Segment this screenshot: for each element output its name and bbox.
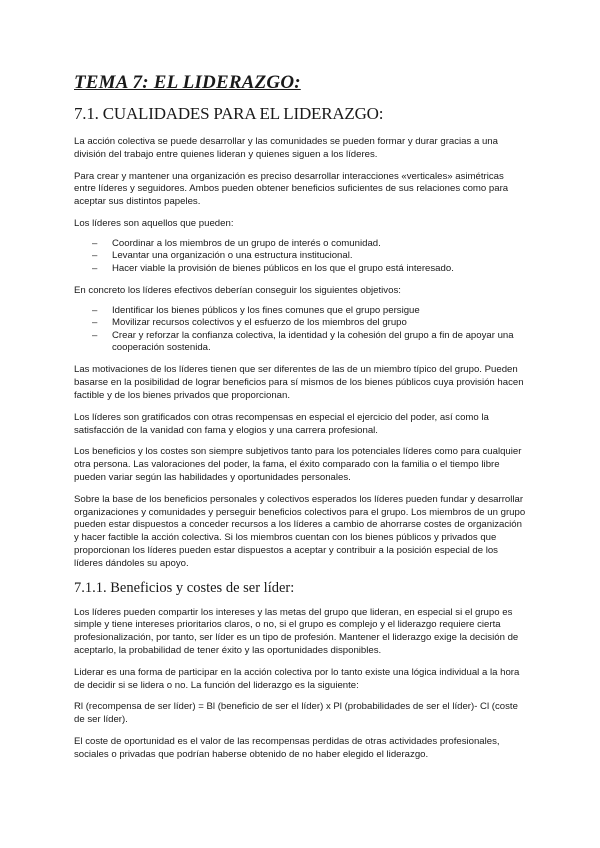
paragraph: En concreto los líderes efectivos deberían conseguir los siguientes objetivos: xyxy=(74,285,401,296)
list-item: – Coordinar a los miembros de un grupo de interés o comunidad. xyxy=(92,237,381,249)
dash-bullet-icon: – xyxy=(92,237,98,249)
dash-bullet-icon: – xyxy=(92,304,98,316)
paragraph: El coste de oportunidad es el valor de las recompensas perdidas de otras actividades profesionales, sociales o privadas que podrían haberse obtenido de no haber elegido el liderazgo. xyxy=(74,735,500,760)
list-item: – Levantar una organización o una estructura institucional. xyxy=(92,250,353,262)
leader-objectives-list xyxy=(74,305,528,355)
paragraph: Los líderes son gratificados con otras recompensas en especial el ejercicio del poder, así como la satisfacción de la vanidad con fama y elogios y una carrera profesional. xyxy=(74,411,489,436)
paragraph: Los líderes son aquellos que pueden: xyxy=(74,217,234,229)
document-title: TEMA 7: EL LIDERAZGO: xyxy=(74,72,301,93)
paragraph: Las motivaciones de los líderes tienen que ser diferentes de las de un miembro típico del grupo. Pueden basarse en la posibilidad de lograr beneficios para sí mismos de los bienes públicos cuya provisión hacen factible y de los bienes privados que proporcionan. xyxy=(74,364,524,402)
paragraph: Liderar es una forma de participar en la acción colectiva por lo tanto existe una lógica individual a la hora de decidir si se lidera o no. La función del liderazgo es la siguiente: xyxy=(74,666,520,691)
paragraph: Sobre la base de los beneficios personales y colectivos esperados los líderes pueden fundar y desarrollar organizaciones y comunidades y perseguir beneficios colectivos para el grupo. Los miembros de un grupo pueden estar dispuestos a conceder recursos a los líderes a cambio de ahorrarse costes de organización y hacer factible la acción colectiva. Si los miembros cuentan con los bienes públicos y privados que proporcionan los líderes pueden estar dispuestos a aceptar y contribuir a la posición especial de los líderes dándoles su apoyo. xyxy=(74,493,526,569)
dash-bullet-icon: – xyxy=(92,329,98,341)
section-heading-7-1: 7.1. CUALIDADES PARA EL LIDERAZGO: xyxy=(74,104,384,123)
dash-bullet-icon: – xyxy=(92,262,98,274)
paragraph: Los beneficios y los costes son siempre subjetivos tanto para los potenciales líderes como para cualquier otra persona. Las valoraciones del poder, la fama, el éxito comparado con la familia o el tiempo libre pueden variar según las habilidades y oportunidades personales. xyxy=(74,446,522,483)
paragraph: Los líderes pueden compartir los intereses y las metas del grupo que lideran, en especial si el grupo es simple y tiene intereses prioritarios claros, o no, si el grupo es complejo y el liderazgo requiere cierta profesionalización, por tanto, ser líder es un tipo de profesión. Mantener el liderazgo exige la decisión de aceptarlo, la probabilidad de tener éxito y las oportunidades disponibles. xyxy=(74,606,519,656)
section-heading-7-1-1: 7.1.1. Beneficios y costes de ser líder: xyxy=(74,579,295,596)
list-item: – Hacer viable la provisión de bienes públicos en los que el grupo está interesado. xyxy=(92,262,454,274)
list-item: – Movilizar recursos colectivos y el esfuerzo de los miembros del grupo xyxy=(92,317,407,329)
dash-bullet-icon: – xyxy=(92,250,98,262)
list-item: – Crear y reforzar la confianza colectiva, la identidad y la cohesión del grupo a fin de apoyar una cooperación sostenida. xyxy=(92,329,514,354)
leader-capabilities-list xyxy=(74,238,528,275)
list-item: – Identificar los bienes públicos y los fines comunes que el grupo persigue xyxy=(92,304,420,316)
leadership-formula: Rl (recompensa de ser líder) = Bl (beneficio de ser el líder) x Pl (probabilidades de ser el líder)- Cl (coste de ser líder). xyxy=(74,701,518,726)
paragraph: La acción colectiva se puede desarrollar y las comunidades se pueden formar y durar gracias a una división del trabajo entre quienes lideran y quienes siguen a los líderes. xyxy=(74,136,498,160)
dash-bullet-icon: – xyxy=(92,317,98,329)
paragraph: Para crear y mantener una organización es preciso desarrollar interacciones «verticales» asimétricas entre líderes y seguidores. Ambos pueden obtener beneficios suficientes de sus relaciones como para aceptar sus distintos papeles. xyxy=(74,170,509,208)
